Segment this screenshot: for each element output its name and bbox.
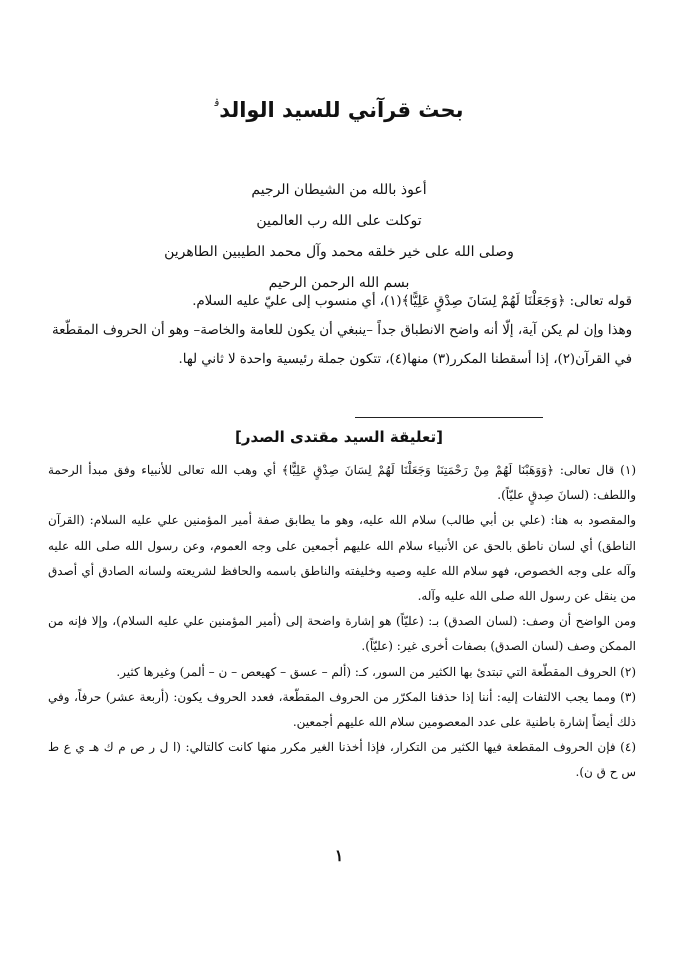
intro-line: أعوذ بالله من الشيطان الرجيم <box>251 182 427 198</box>
footnote: (٢) الحروف المقطّعة التي تبتدئ بها الكثير من السور، كـ: (ألم – عسق – كهيعص – ن – ألمر) وغيرها كثير. <box>116 664 636 679</box>
footnote-divider <box>355 417 543 418</box>
footnotes <box>48 458 636 786</box>
body-paragraph: قوله تعالى: ﴿وَجَعَلْنَا لَهُمْ لِسَانَ صِدْقٍ عَلِيًّا﴾(١)، أي منسوب إلى عليّ عليه السلام. <box>192 294 632 309</box>
footnote: والمقصود به هنا: (علي بن أبي طالب) سلام الله عليه، وهو ما يطابق صفة أمير المؤمنين علي عليه السلام: (القرآن الناطق) أي لسان ناطق بالحق عن الأنبياء سلام الله عليهم أجمعين على وجه العموم، وعن رسول الله صلى الله عليه وآله على وجه الخصوص، فهو سلام الله عليه وصيه وخليفته والناطق باسمه والحافظ لشريعته ولسانه الصادق أي أصدق من ينقل عن رسول الله صلى الله عليه وآله. <box>48 513 636 604</box>
page-number: ١ <box>334 846 344 865</box>
footnote: (٤) فإن الحروف المقطعة فيها الكثير من التكرار، فإذا أخذنا الغير مكرر منها كانت كالتالي: (ا ل ر ص م ك هـ ي ع ط س ح ق ن). <box>48 740 636 780</box>
main-body <box>52 287 632 374</box>
intro-line: توكلت على الله رب العالمين <box>256 213 422 229</box>
page-title <box>0 98 678 122</box>
comment-heading: [تعليقة السيد مقتدى الصدر] <box>235 428 443 446</box>
intro-line: وصلى الله على خير خلقه محمد وآل محمد الطيبين الطاهرين <box>164 244 514 260</box>
intro-block <box>0 175 678 299</box>
title-honorific: ﭬ <box>214 98 220 109</box>
footnote: ومن الواضح أن وصف: (لسان الصدق) بـ: (عليّاً) هو إشارة واضحة إلى (أمير المؤمنين علي عليه السلام)، وإلا فإنه من الممكن وصف (لسان الصدق) بصفات أخرى غير: (عليّاً). <box>48 614 636 654</box>
intro-line: بسم الله الرحمن الرحيم <box>268 275 410 291</box>
page-title-text: بحث قرآني للسيد الوالد <box>219 98 464 122</box>
footnote: (١) قال تعالى: ﴿وَوَهَبْنَا لَهُمْ مِنْ رَحْمَتِنَا وَجَعَلْنَا لَهُمْ لِسَانَ صِدْقٍ عَلِيًّا﴾ أي وهب الله تعالى للأنبياء وفق مبدأ الرحمة واللطف: (لسانَ صِدقٍ عليّاً). <box>48 463 636 503</box>
footnote: (٣) ومما يجب الالتفات إليه: أننا إذا حذفنا المكرّر من الحروف المقطّعة، فعدد الحروف يكون: (أربعة عشر) حرفاً، وفي ذلك أيضاً إشارة باطنية على عدد المعصومين سلام الله عليهم أجمعين. <box>48 689 636 730</box>
body-paragraph: وهذا وإن لم يكن آية، إلّا أنه واضح الانطباق جداً –ينبغي أن يكون للعامة والخاصة– وهو أن الحروف المقطّعة في القرآن(٢)، إذا أسقطنا المكرر(٣) منها(٤)، تتكون جملة رئيسية واحدة لا ثاني لها. <box>52 323 632 367</box>
